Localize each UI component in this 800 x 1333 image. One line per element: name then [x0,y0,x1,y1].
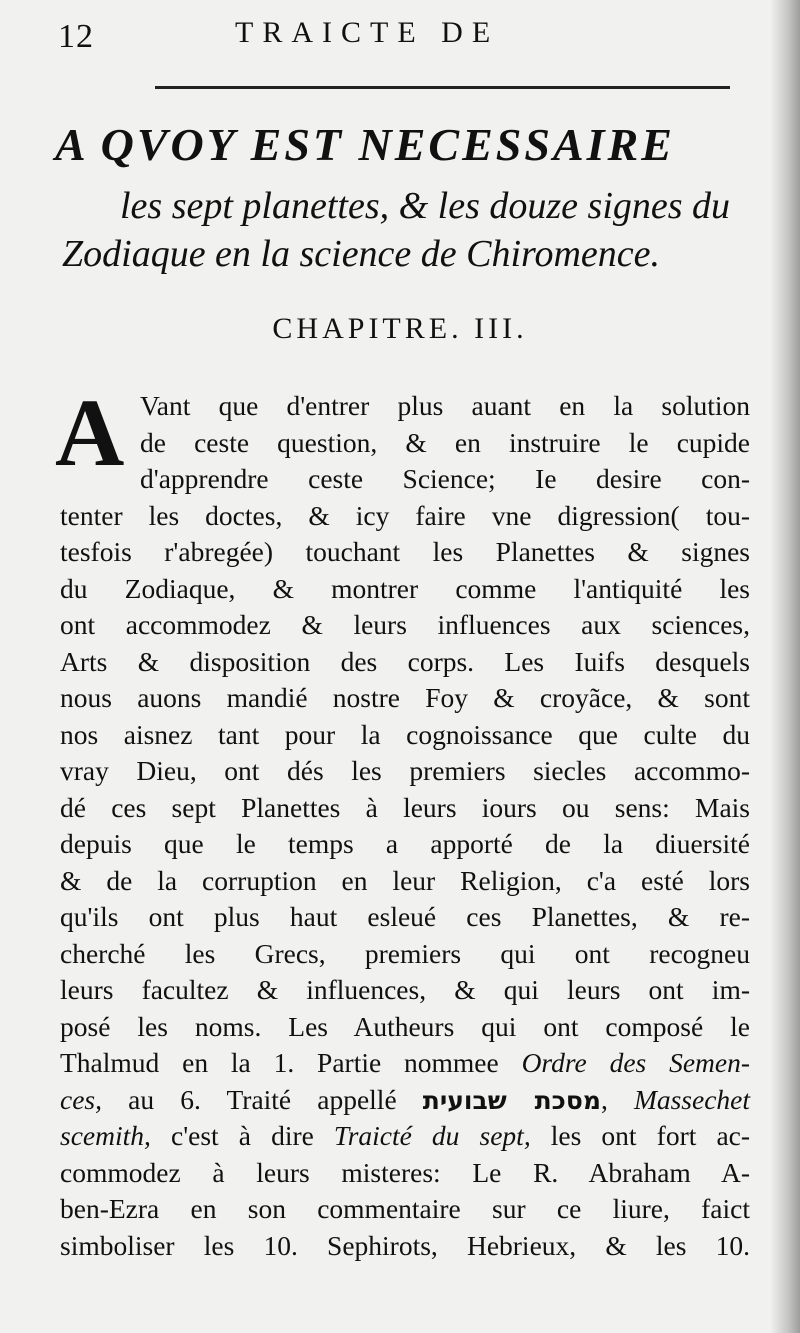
text-line: d'apprendre ceste Science; Ie desire con- [140,463,750,494]
text-segment-italic: scemith, [60,1120,151,1151]
text-line [60,1082,750,1119]
page-number: 12 [58,18,94,55]
text-line: ben-Ezra en son commentaire sur ce liure, faict [60,1193,750,1224]
hebrew-text: מסכת שבועית [422,1085,601,1115]
text-segment: c'est à dire [170,1120,314,1151]
text-line: commodez à leurs misteres: Le R. Abraham A- [60,1156,750,1188]
text-segment-italic: ces, [60,1083,102,1115]
text-line: dé ces sept Planettes à leurs iours ou sens: Mais [60,791,750,823]
text-line: tesfois r'abregée) touchant les Planettes & signes [60,536,750,567]
text-segment-italic: Massechet [633,1083,751,1115]
text-line: de ceste question, & en instruire le cupide [140,426,750,458]
text-line: depuis que le temps a apporté de la diuersité [60,828,750,859]
text-line [60,1118,750,1155]
text-segment: les ont fort ac- [550,1120,751,1151]
text-line: leurs facultez & influences, & qui leurs ont im- [60,974,750,1005]
text-line: posé les noms. Les Autheurs qui ont composé le [60,1010,750,1042]
chapter-title: A QVOY EST NECESSAIRE [55,119,675,170]
body-text [60,388,750,1264]
text-line: ont accommodez & leurs influences aux sciences, [60,609,750,640]
running-title: TRAICTE DE [235,16,500,49]
text-segment-italic: Ordre des Semen- [521,1047,750,1078]
text-segment-italic: Traicté du sept, [333,1120,531,1151]
drop-cap: A [55,379,125,486]
chapter-label: CHAPITRE. III. [272,312,528,345]
text-line: tenter les doctes, & icy faire vne digression( tou- [60,499,750,531]
chapter-subtitle-line-2: Zodiaque en la science de Chiromence. [62,233,660,275]
text-line: Arts & disposition des corps. Les Iuifs desquels [60,645,750,677]
text-line [60,1045,750,1082]
text-line: & de la corruption en leur Religion, c'a esté lors [60,864,750,896]
text-segment: Thalmud en la 1. Partie nommee [60,1047,499,1078]
text-line: Vant que d'entrer plus auant en la solution [140,390,750,421]
header-rule [155,86,730,89]
chapter-subtitle-line-1: les sept planettes, & les douze signes du [120,185,731,227]
text-line: nous auons mandié nostre Foy & croyãce, & sont [60,682,750,713]
text-segment: , [600,1083,608,1115]
text-line: nos aisnez tant pour la cognoissance que culte du [60,718,750,750]
text-line: qu'ils ont plus haut esleué ces Planettes, & re- [60,901,750,932]
text-segment: au 6. Traité appellé [128,1083,397,1115]
text-line: du Zodiaque, & montrer comme l'antiquité les [60,572,750,604]
text-line: vray Dieu, ont dés les premiers siecles accommo- [60,755,750,786]
text-line: simboliser les 10. Sephirots, Hebrieux, & les 10. [60,1229,750,1261]
text-line: cherché les Grecs, premiers qui ont recogneu [60,937,750,969]
